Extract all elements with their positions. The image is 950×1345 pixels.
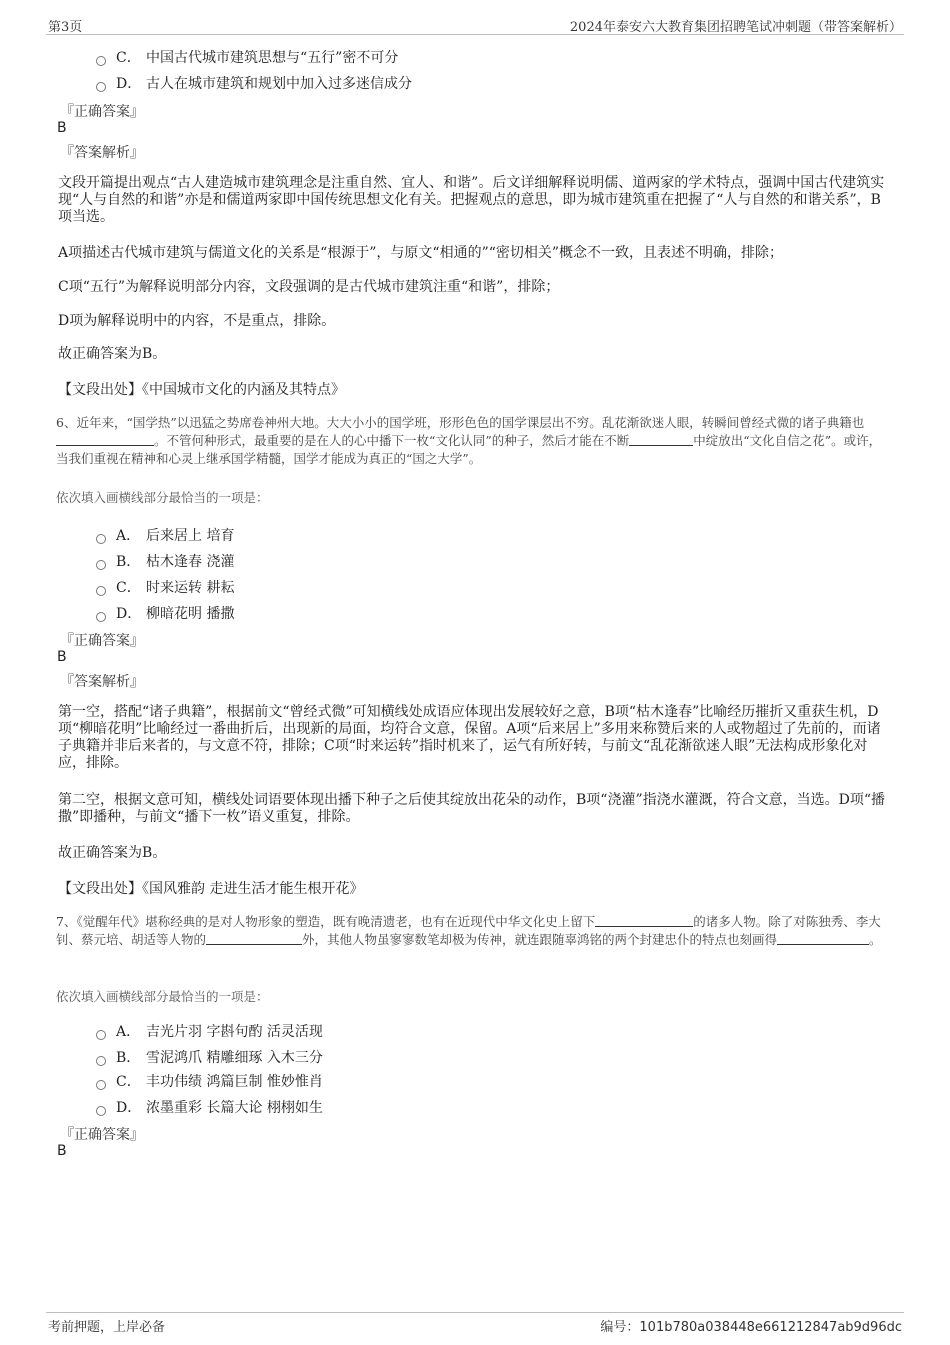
q6-stem: 6、近年来，“国学热”以迅猛之势席卷神州大地。大大小小的国学班，形形色色的国学课层出不穷。乱花渐欲迷人眼，转瞬间曾经式微的诸子典籍也。不管何种形式，最重要的是在人的心中播下一枚“文化认同”的种子，然后才能在不断 中绽放出“文化自信之花”。或许，当我们重视在精神和心灵上继承国学精髓，国学才能成为真正的“国之大学”。 (56, 415, 882, 466)
page-header (46, 14, 904, 35)
page-footer (46, 1312, 904, 1339)
q7-answer: B (57, 1143, 67, 1159)
q5-conclusion: 故正确答案为B。 (58, 346, 167, 362)
q5-option-d[interactable]: D． 古人在城市建筑和规划中加入过多迷信成分 (96, 73, 412, 93)
blank-line (206, 932, 302, 945)
page-number: 第3页 (48, 20, 83, 35)
q6-option-c[interactable]: C． 时来运转 耕耘 (96, 577, 234, 597)
q7-stem: 7、《觉醒年代》堪称经典的是对人物形象的塑造，既有晚清遗老，也有在近现代中华文化史上留下 的诸多人物。除了对陈独秀、李大钊、蔡元培、胡适等人物的 外，其他人物虽寥寥数笔却极为传神，就连跟随辜鸿铭的两个封建忠仆的特点也刻画得 。 (56, 914, 882, 947)
q6-prompt: 依次填入画横线部分最恰当的一项是： (56, 490, 269, 505)
q6-analysis-tag: 『答案解析』 (60, 674, 144, 690)
document-id: 编号：101b780a038448e661212847ab9d96dc (600, 1320, 902, 1335)
radio-icon[interactable] (96, 1080, 106, 1090)
radio-icon[interactable] (96, 534, 106, 544)
q6-analysis-para: 第一空，搭配“诸子典籍”，根据前文“曾经式微”可知横线处成语应体现出发展较好之意，B项“枯木逢春”比喻经历摧折又重获生机，D项“柳暗花明”比喻经过一番曲折后，出现新的局面，均符合文意，保留。A项“后来居上”多用来称赞后来的人或物超过了先前的，而诸子典籍并非后来者的，与文意不符，排除；C项“时来运转”指时机来了，运气有所好转，与前文“乱花渐欲迷人眼”无法构成形象化对应，排除。 (58, 704, 881, 771)
q6-option-d[interactable]: D． 柳暗花明 播撒 (96, 603, 234, 623)
q6-option-b[interactable]: B． 枯木逢春 浇灌 (96, 551, 234, 571)
q5-source: 【文段出处】《中国城市文化的内涵及其特点》 (58, 382, 345, 398)
q6-answer-tag: 『正确答案』 (60, 633, 144, 649)
q7-option-d[interactable]: D． 浓墨重彩 长篇大论 栩栩如生 (96, 1097, 323, 1117)
radio-icon[interactable] (96, 56, 106, 66)
document-title: 2024年泰安六大教育集团招聘笔试冲刺题（带答案解析） (569, 20, 902, 35)
q5-option-c[interactable]: C． 中国古代城市建筑思想与“五行”密不可分 (96, 47, 398, 67)
q5-analysis-para: C项“五行”为解释说明部分内容，文段强调的是古代城市建筑注重“和谐”，排除； (58, 279, 560, 295)
radio-icon[interactable] (96, 560, 106, 570)
radio-icon[interactable] (96, 586, 106, 596)
radio-icon[interactable] (96, 82, 106, 92)
radio-icon[interactable] (96, 1056, 106, 1066)
blank-line (56, 433, 154, 446)
footer-slogan: 考前押题，上岸必备 (48, 1320, 166, 1335)
q6-answer: B (57, 649, 67, 665)
q5-analysis-para: D项为解释说明中的内容，不是重点，排除。 (58, 313, 336, 329)
q7-option-c[interactable]: C． 丰功伟绩 鸿篇巨制 惟妙惟肖 (96, 1071, 323, 1091)
blank-line (629, 433, 693, 446)
blank-line (777, 932, 869, 945)
q5-analysis-para: 文段开篇提出观点“古人建造城市建筑理念是注重自然、宜人、和谐”。后文详细解释说明儒、道两家的学术特点，强调中国古代建筑实现“人与自然的和谐”亦是和儒道两家即中国传统思想文化有关。把握观点的意思，即为城市建筑重在把握了“人与自然的和谐关系”，B项当选。 (58, 175, 885, 225)
q6-conclusion: 故正确答案为B。 (58, 845, 167, 861)
q6-source: 【文段出处】《国风雅韵 走进生活才能生根开花》 (58, 881, 364, 897)
q7-prompt: 依次填入画横线部分最恰当的一项是： (56, 989, 269, 1004)
q7-option-b[interactable]: B． 雪泥鸿爪 精雕细琢 入木三分 (96, 1047, 323, 1067)
q5-answer: B (57, 120, 67, 136)
radio-icon[interactable] (96, 612, 106, 622)
q5-analysis-para: A项描述古代城市建筑与儒道文化的关系是“根源于”，与原文“相通的”“密切相关”概念不一致，且表述不明确，排除； (58, 245, 784, 261)
q7-answer-tag: 『正确答案』 (60, 1127, 144, 1143)
blank-line (595, 914, 693, 927)
q6-analysis-para: 第二空，根据文意可知，横线处词语要体现出播下种子之后使其绽放出花朵的动作，B项“浇灌”指浇水灌溉，符合文意，当选。D项“播撒”即播种，与前文“播下一枚”语义重复，排除。 (58, 792, 885, 825)
radio-icon[interactable] (96, 1030, 106, 1040)
radio-icon[interactable] (96, 1106, 106, 1116)
q7-option-a[interactable]: A． 吉光片羽 字斟句酌 活灵活现 (96, 1021, 323, 1041)
q5-analysis-tag: 『答案解析』 (60, 145, 144, 161)
q5-answer-tag: 『正确答案』 (60, 104, 144, 120)
q6-option-a[interactable]: A． 后来居上 培育 (96, 525, 234, 545)
